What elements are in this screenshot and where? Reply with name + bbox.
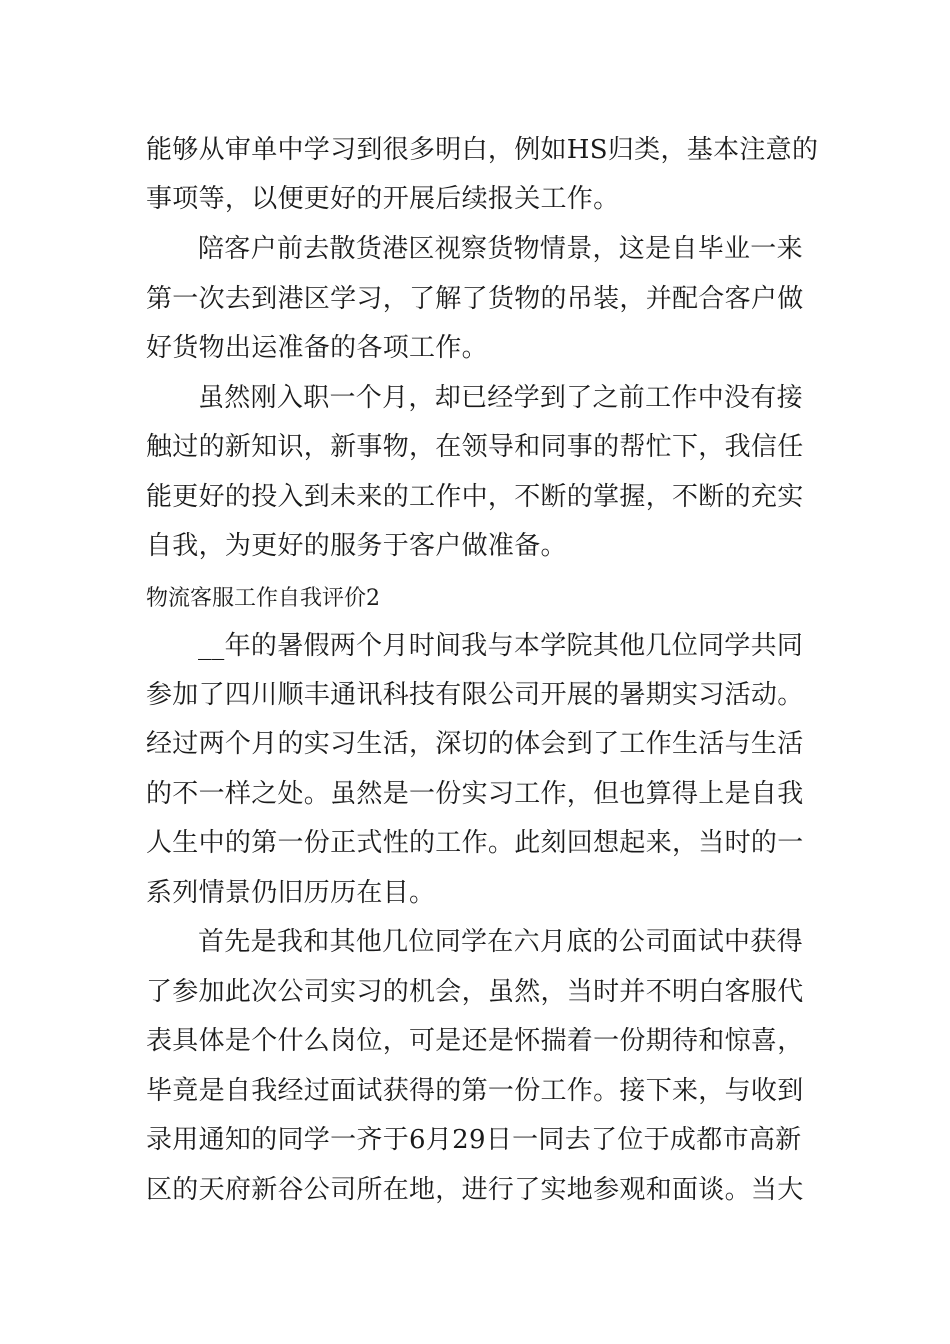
body-text-line: 自我，为更好的服务于客户做准备。 — [146, 531, 567, 561]
body-text-line: 录用通知的同学一齐于6月29日一同去了位于成都市高新 — [146, 1125, 802, 1155]
body-text-line: 的不一样之处。虽然是一份实习工作，但也算得上是自我 — [146, 779, 804, 809]
paragraph-first-line: 陪客户前去散货港区视察货物情景，这是自毕业一来 — [198, 234, 803, 264]
paragraph-first-line: 首先是我和其他几位同学在六月底的公司面试中获得 — [198, 927, 803, 957]
body-text-line: 好货物出运准备的各项工作。 — [146, 333, 488, 363]
body-text-line: 毕竟是自我经过面试获得的第一份工作。接下来，与收到 — [146, 1076, 804, 1106]
body-text-line: 触过的新知识，新事物，在领导和同事的帮忙下，我信任 — [146, 432, 804, 462]
body-text-line: 经过两个月的实习生活，深切的体会到了工作生活与生活 — [146, 729, 804, 759]
body-text-line: 人生中的第一份正式性的工作。此刻回想起来，当时的一 — [146, 828, 804, 858]
body-text-line: 了参加此次公司实习的机会，虽然，当时并不明白客服代 — [146, 977, 804, 1007]
section-heading: 物流客服工作自我评价2 — [146, 586, 380, 611]
body-text-line: 第一次去到港区学习，了解了货物的吊装，并配合客户做 — [146, 284, 804, 314]
body-text-line: 系列情景仍旧历历在目。 — [146, 878, 436, 908]
body-text-line: 参加了四川顺丰通讯科技有限公司开展的暑期实习活动。 — [146, 680, 804, 710]
body-text-line: 事项等，以便更好的开展后续报关工作。 — [146, 184, 620, 214]
body-text-line: 区的天府新谷公司所在地，进行了实地参观和面谈。当大 — [146, 1175, 804, 1205]
body-text-line: 能更好的投入到未来的工作中，不断的掌握，不断的充实 — [146, 482, 804, 512]
body-text-line: 能够从审单中学习到很多明白，例如HS归类，基本注意的 — [146, 135, 819, 165]
paragraph-first-line: __年的暑假两个月时间我与本学院其他几位同学共同 — [198, 631, 804, 661]
body-text-line: 表具体是个什么岗位，可是还是怀揣着一份期待和惊喜， — [146, 1026, 804, 1056]
paragraph-first-line: 虽然刚入职一个月，却已经学到了之前工作中没有接 — [198, 383, 803, 413]
